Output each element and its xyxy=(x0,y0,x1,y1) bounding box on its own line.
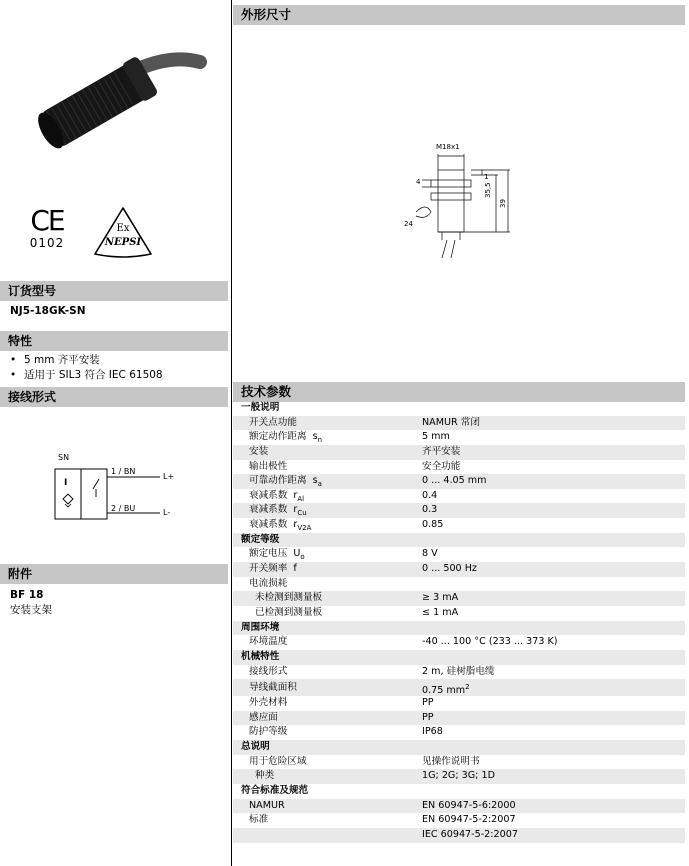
column-divider xyxy=(231,0,232,866)
tech-value-text: 8 V xyxy=(422,548,438,560)
tech-label-text: 用于危险区域 xyxy=(249,755,307,767)
dim-39: 39 xyxy=(499,199,507,208)
tech-row xyxy=(233,547,685,562)
tech-label-text: 开关频率 xyxy=(249,563,288,575)
tech-label xyxy=(233,799,420,814)
tech-row xyxy=(233,591,685,606)
tech-value xyxy=(420,430,685,445)
order-code-heading: 订货型号 xyxy=(0,281,228,301)
tech-value xyxy=(420,518,685,533)
tech-value xyxy=(420,665,685,680)
tech-symbol: U xyxy=(293,548,301,560)
tech-value-text: 1G; 2G; 3G; 1D xyxy=(422,770,495,782)
tech-value xyxy=(420,813,685,828)
wiring-diagram xyxy=(0,447,228,527)
tech-row xyxy=(233,445,685,460)
tech-value-text: -40 ... 100 °C (233 ... 373 K) xyxy=(422,636,558,648)
tech-label-text: 输出极性 xyxy=(249,460,288,472)
tech-label xyxy=(233,755,420,770)
pin2-label: 2 / BU xyxy=(111,504,136,513)
tech-symbol: r xyxy=(293,489,298,501)
tech-label-text: 防护等级 xyxy=(249,726,288,738)
tech-value-text: IP68 xyxy=(422,726,443,738)
tech-label xyxy=(233,577,420,592)
tech-row xyxy=(233,430,685,445)
tech-value xyxy=(420,679,685,696)
tech-value xyxy=(420,591,685,606)
tech-label xyxy=(233,489,420,504)
tech-row xyxy=(233,755,685,770)
wiring-section xyxy=(0,387,228,407)
tech-value-text: 安全功能 xyxy=(422,460,461,472)
ce-mark xyxy=(25,206,69,250)
tech-row xyxy=(233,635,685,650)
tech-label xyxy=(233,711,420,726)
tech-group-title xyxy=(233,533,685,548)
tech-symbol: f xyxy=(293,563,297,575)
tech-row xyxy=(233,489,685,504)
nepsi-text: NEPSI xyxy=(104,237,142,248)
tech-label xyxy=(233,696,420,711)
tech-group-title xyxy=(233,650,685,665)
tech-label-text: 衰减系数 xyxy=(249,519,288,531)
tech-label-text: 标准 xyxy=(249,814,269,826)
tech-heading: 技术参数 xyxy=(233,382,685,402)
dim-24: 24 xyxy=(404,220,413,228)
tech-label-text: 额定动作距离 xyxy=(249,431,307,443)
tech-row xyxy=(233,711,685,726)
order-code-section xyxy=(0,281,228,317)
tech-value xyxy=(420,799,685,814)
tech-value xyxy=(420,711,685,726)
tech-group-label: 周围环境 xyxy=(241,621,280,633)
tech-symbol: s xyxy=(312,475,318,487)
dim-35-5: 35,5 xyxy=(484,182,492,198)
tech-label xyxy=(233,547,420,562)
tech-label xyxy=(233,606,420,621)
tech-value xyxy=(420,445,685,460)
tech-label-text: 导线截面积 xyxy=(249,682,297,694)
tech-label xyxy=(233,460,420,475)
feature-item: • 适用于 SIL3 符合 IEC 61508 xyxy=(0,368,228,383)
tech-label-text: 环境温度 xyxy=(249,636,288,648)
tech-label xyxy=(233,591,420,606)
tech-value xyxy=(420,828,685,843)
tech-value xyxy=(420,503,685,518)
tech-value-sup: 2 xyxy=(465,683,470,692)
tech-value xyxy=(420,725,685,740)
pin1-label: 1 / BN xyxy=(111,467,136,476)
tech-group-title xyxy=(233,401,685,416)
tech-label xyxy=(233,518,420,533)
tech-label xyxy=(233,769,420,784)
tech-value-text: ≥ 3 mA xyxy=(422,592,459,604)
tech-value xyxy=(420,606,685,621)
tech-group-label: 总说明 xyxy=(241,741,270,753)
tech-label-text: 未检测到测量板 xyxy=(255,592,323,604)
tech-row xyxy=(233,828,685,843)
tech-row xyxy=(233,665,685,680)
tech-value-text: 0 ... 4.05 mm xyxy=(422,475,487,487)
tech-row xyxy=(233,679,685,696)
tech-value-text: 0 ... 500 Hz xyxy=(422,563,477,575)
tech-label xyxy=(233,416,420,431)
tech-value-text: IEC 60947-5-2:2007 xyxy=(422,828,518,840)
tech-value xyxy=(420,489,685,504)
tech-value-text: 0.3 xyxy=(422,504,438,516)
tech-row xyxy=(233,562,685,577)
tech-value-text: NAMUR 常闭 xyxy=(422,416,480,428)
tech-value xyxy=(420,460,685,475)
tech-value xyxy=(420,635,685,650)
accessories-heading: 附件 xyxy=(0,564,228,584)
tech-label xyxy=(233,562,420,577)
tech-value xyxy=(420,577,685,592)
dim-thread: M18x1 xyxy=(436,143,460,151)
accessory-description: 安装支架 xyxy=(10,604,52,616)
accessories-section xyxy=(0,564,228,617)
tech-label-text: 可靠动作距离 xyxy=(249,475,307,487)
tech-label xyxy=(233,503,420,518)
tech-value xyxy=(420,755,685,770)
tech-label xyxy=(233,679,420,696)
tech-group-label: 额定等级 xyxy=(241,533,280,545)
features-heading: 特性 xyxy=(0,331,228,351)
tech-value-text: 齐平安装 xyxy=(422,445,461,457)
tech-label xyxy=(233,430,420,445)
ce-number: 0102 xyxy=(29,236,65,250)
tech-row xyxy=(233,518,685,533)
tech-value-text: EN 60947-5-6:2000 xyxy=(422,799,516,811)
tech-row xyxy=(233,503,685,518)
order-code-value: NJ5-18GK-SN xyxy=(10,305,86,317)
tech-symbol-sub: a xyxy=(317,480,322,489)
tech-group-label: 一般说明 xyxy=(241,402,280,413)
dimension-drawing xyxy=(398,140,538,265)
tech-table xyxy=(233,401,685,843)
tech-label-text: 接线形式 xyxy=(249,665,288,677)
tech-label-text: 额定电压 xyxy=(249,548,288,560)
left-column xyxy=(0,0,228,866)
tech-label xyxy=(233,828,420,843)
tech-label xyxy=(233,635,420,650)
tech-label-text: NAMUR xyxy=(249,799,285,811)
tech-label xyxy=(233,813,420,828)
tech-row xyxy=(233,416,685,431)
tech-symbol-sub: Cu xyxy=(297,509,307,518)
nepsi-mark xyxy=(93,206,153,258)
tech-group-title xyxy=(233,740,685,755)
tech-row xyxy=(233,725,685,740)
tech-group-label: 符合标准及规范 xyxy=(241,785,309,797)
tech-symbol-sub: Al xyxy=(297,494,305,503)
tech-label xyxy=(233,665,420,680)
tech-value-text: 见操作说明书 xyxy=(422,755,480,767)
out2-label: L- xyxy=(163,508,171,517)
tech-value xyxy=(420,696,685,711)
tech-label-text: 种类 xyxy=(255,770,275,782)
tech-symbol-sub: o xyxy=(300,553,305,562)
tech-value-text: 5 mm xyxy=(422,431,450,443)
tech-value-text: ≤ 1 mA xyxy=(422,606,459,618)
out1-label: L+ xyxy=(163,472,175,481)
tech-label-text: 已检测到测量板 xyxy=(255,606,323,618)
tech-group-label: 机械特性 xyxy=(241,650,280,662)
right-column xyxy=(233,0,685,866)
tech-symbol: r xyxy=(293,504,298,516)
dim-4: 4 xyxy=(416,178,421,186)
tech-label-text: 安装 xyxy=(249,445,269,457)
tech-label-text: 衰减系数 xyxy=(249,489,288,501)
dim-1: 1 xyxy=(484,173,489,181)
tech-row xyxy=(233,460,685,475)
ce-logo: CE xyxy=(30,204,64,237)
tech-value xyxy=(420,769,685,784)
tech-label-text: 外壳材料 xyxy=(249,697,288,709)
tech-value-text: 0.75 mm xyxy=(422,685,466,697)
wiring-label: SN xyxy=(58,453,70,462)
tech-row xyxy=(233,474,685,489)
tech-value-text: PP xyxy=(422,711,434,723)
wiring-symbol: I xyxy=(64,478,68,488)
tech-value-text: EN 60947-5-2:2007 xyxy=(422,814,516,826)
tech-symbol-sub: V2A xyxy=(297,524,312,533)
wiring-heading: 接线形式 xyxy=(0,387,228,407)
tech-value xyxy=(420,547,685,562)
product-photo xyxy=(0,0,228,190)
tech-row xyxy=(233,799,685,814)
tech-row xyxy=(233,696,685,711)
tech-row xyxy=(233,577,685,592)
tech-value xyxy=(420,416,685,431)
tech-label xyxy=(233,474,420,489)
tech-value xyxy=(420,562,685,577)
tech-symbol: s xyxy=(312,431,318,443)
accessory-model: BF 18 xyxy=(10,589,44,601)
features-section xyxy=(0,331,228,383)
tech-symbol: r xyxy=(293,519,298,531)
tech-value xyxy=(420,474,685,489)
tech-label xyxy=(233,445,420,460)
dimensions-heading: 外形尺寸 xyxy=(233,5,685,25)
tech-group-title xyxy=(233,621,685,636)
tech-label xyxy=(233,725,420,740)
tech-label-text: 衰减系数 xyxy=(249,504,288,516)
tech-value-text: PP xyxy=(422,697,434,709)
ex-text: Ex xyxy=(116,223,130,234)
tech-value-text: 0.4 xyxy=(422,489,438,501)
tech-row xyxy=(233,606,685,621)
tech-value-text: 0.85 xyxy=(422,519,444,531)
tech-symbol-sub: n xyxy=(317,436,322,445)
tech-row xyxy=(233,813,685,828)
tech-value-text: 2 m, 硅树脂电缆 xyxy=(422,665,495,677)
feature-item: • 5 mm 齐平安装 xyxy=(0,351,228,368)
tech-label-text: 电流损耗 xyxy=(249,577,288,589)
tech-row xyxy=(233,769,685,784)
tech-label-text: 感应面 xyxy=(249,711,278,723)
tech-label-text: 开关点功能 xyxy=(249,416,297,428)
tech-group-title xyxy=(233,784,685,799)
